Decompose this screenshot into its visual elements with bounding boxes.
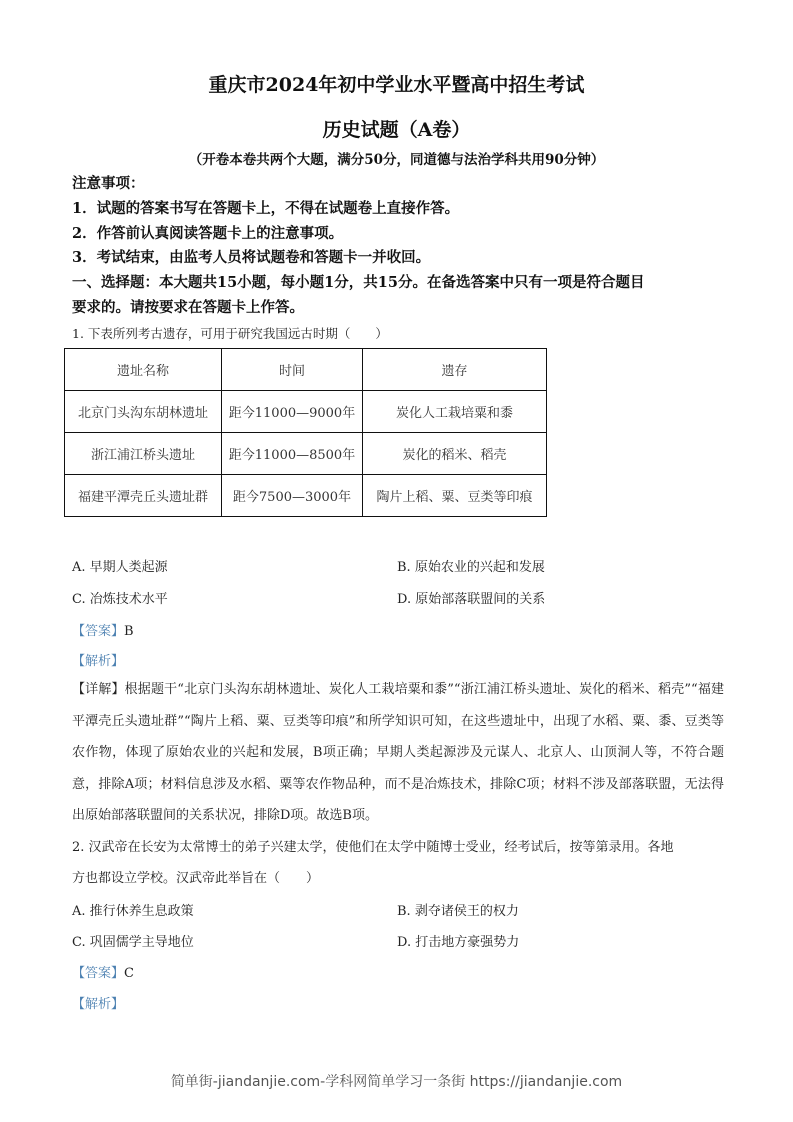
table-cell: 北京门头沟东胡林遗址 [65,391,222,433]
q1-option-c: C. 冶炼技术水平 [72,592,168,607]
question-2-stem-line1: 2. 汉武帝在长安为太常博士的弟子兴建太学，使他们在太学中随博士受业，经考试后，按等第录用。各地 [72,840,674,855]
table-cell: 距今7500—3000年 [222,475,363,517]
table-cell: 浙江浦江桥头遗址 [65,433,222,475]
q2-answer [72,962,134,981]
notice-item-1: 1．试题的答案书写在答题卡上，不得在试题卷上直接作答。 [72,200,460,217]
q2-option-c: C. 巩固儒学主导地位 [72,935,194,950]
q2-analysis-label: 【解析】 [72,997,125,1012]
q1-detail-paragraph [72,674,724,832]
q1-answer [72,620,134,639]
table-header-cell: 遗存 [363,349,547,391]
q2-option-b: B. 剥夺诸侯王的权力 [397,904,519,919]
table-cell: 陶片上稻、粟、豆类等印痕 [363,475,547,517]
answer-label: 【答案】 [72,966,125,981]
exam-subtitle: 历史试题（A卷） [322,119,471,141]
exam-note: （开卷本卷共两个大题，满分50分，同道德与法治学科共用90分钟） [188,152,605,168]
detail-text: 根据题干“北京门头沟东胡林遗址、炭化人工栽培粟和黍”“浙江浦江桥头遗址、炭化的稻米、稻壳”“福建平潭壳丘头遗址群”“陶片上稻、粟、豆类等印痕”和所学知识可知，在这些遗址中，出现了水稻、粟、黍、豆类等农作物，体现了原始农业的兴起和发展，B项正确；早期人类起源涉及元谋人、北京人、山顶洞人等，不符合题意，排除A项；材料信息涉及水稻、粟等农作物品种，而不是冶炼技术，排除C项；材料不涉及部落联盟，无法得出原始部落联盟间的关系状况，排除D项。故选B项。 [72,682,724,823]
notice-item-2: 2．作答前认真阅读答题卡上的注意事项。 [72,225,344,242]
q1-analysis-label: 【解析】 [72,654,125,669]
section-heading-line1: 一、选择题：本大题共15小题，每小题1分，共15分。在备选答案中只有一项是符合题目 [72,274,645,291]
table-row [65,475,547,517]
question-2-stem-line2: 方也都设立学校。汉武帝此举旨在（ ） [72,871,320,886]
table-header-cell: 遗址名称 [65,349,222,391]
q1-option-d: D. 原始部落联盟间的关系 [397,592,546,607]
question-1-stem: 1. 下表所列考古遗存，可用于研究我国远古时期（ ） [72,326,388,341]
answer-label: 【答案】 [72,624,125,639]
table-header-row [65,349,547,391]
table-cell: 距今11000—9000年 [222,391,363,433]
notice-heading: 注意事项： [72,175,145,192]
footer-watermark: 简单街-jiandanjie.com-学科网简单学习一条街 https://jiandanjie.com [170,1074,623,1090]
q2-option-a: A. 推行休养生息政策 [72,904,194,919]
archaeology-table [64,348,547,517]
table-cell: 距今11000—8500年 [222,433,363,475]
table-row [65,391,547,433]
answer-value: C [124,966,134,981]
q1-option-a: A. 早期人类起源 [72,560,168,575]
q2-option-d: D. 打击地方豪强势力 [397,935,520,950]
q1-option-b: B. 原始农业的兴起和发展 [397,560,545,575]
table-cell: 福建平潭壳丘头遗址群 [65,475,222,517]
detail-label: 【详解】 [72,682,125,697]
notice-item-3: 3．考试结束，由监考人员将试题卷和答题卡一并收回。 [72,249,431,266]
table-row [65,433,547,475]
answer-value: B [124,624,134,639]
exam-title: 重庆市2024年初中学业水平暨高中招生考试 [208,74,585,96]
table-cell: 炭化的稻米、稻壳 [363,433,547,475]
section-heading-line2: 要求的。请按要求在答题卡上作答。 [72,299,304,316]
table-header-cell: 时间 [222,349,363,391]
table-cell: 炭化人工栽培粟和黍 [363,391,547,433]
